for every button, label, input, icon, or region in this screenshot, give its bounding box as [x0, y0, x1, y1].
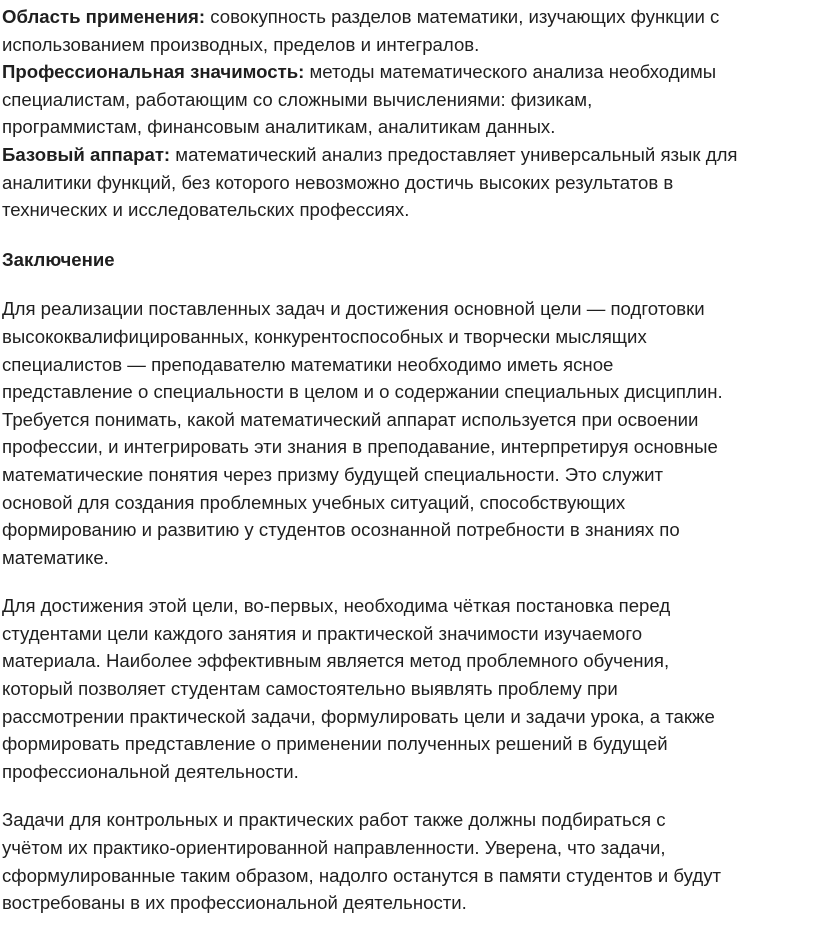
text-line: Задачи для контрольных и практических работ также должны подбираться с	[2, 809, 666, 831]
definitions-block	[2, 3, 816, 224]
conclusion-body	[2, 295, 816, 916]
text-line: профессиональной деятельности.	[2, 760, 299, 782]
text-line: который позволяет студентам самостоятельно выявлять проблему при	[2, 678, 618, 700]
paragraph	[2, 295, 816, 571]
definition-label: Базовый аппарат:	[2, 143, 171, 165]
definition-text: методы математического анализа необходимы	[304, 61, 717, 83]
definition-text: технических и исследовательских профессиях.	[2, 199, 410, 221]
text-line: специалистов — преподавателю математики необходимо иметь ясное	[2, 353, 614, 375]
text-line: формированию и развитию у студентов осознанной потребности в знаниях по	[2, 519, 680, 541]
text-line: Требуется понимать, какой математический аппарат используется при освоении	[2, 408, 699, 430]
definition-text: совокупность разделов математики, изучающих функции с	[205, 6, 720, 27]
text-line: высококвалифицированных, конкурентоспособных и творчески мыслящих	[2, 325, 647, 347]
text-line	[2, 141, 816, 169]
conclusion-heading: Заключение	[2, 248, 115, 270]
text-line: учётом их практико-ориентированной направленности. Уверена, что задачи,	[2, 837, 666, 859]
text-line: студентами цели каждого занятия и практической значимости изучаемого	[2, 622, 643, 644]
text-line: математике.	[2, 546, 109, 568]
text-line: математические понятия через призму будущей специальности. Это служит	[2, 463, 663, 485]
text-line: рассмотрении практической задачи, формулировать цели и задачи урока, а также	[2, 705, 715, 727]
paragraph	[2, 806, 816, 916]
text-line: Для реализации поставленных задач и достижения основной цели — подготовки	[2, 298, 705, 320]
text-line	[2, 31, 816, 59]
definition-text: программистам, финансовым аналитикам, аналитикам данных.	[2, 116, 556, 138]
text-line: Для достижения этой цели, во-первых, необходима чёткая постановка перед	[2, 595, 671, 617]
definition-text: аналитики функций, без которого невозможно достичь высоких результатов в	[2, 171, 674, 193]
definition-text: использованием производных, пределов и интегралов.	[2, 33, 480, 55]
text-line	[2, 3, 816, 31]
definition-label: Область применения:	[2, 6, 206, 27]
text-line	[2, 113, 816, 141]
text-line: формировать представление о применении полученных решений в будущей	[2, 733, 668, 755]
text-line: востребованы в их профессиональной деятельности.	[2, 892, 467, 914]
text-line: основой для создания проблемных учебных ситуаций, способствующих	[2, 491, 626, 513]
text-line: материала. Наиболее эффективным является метод проблемного обучения,	[2, 650, 670, 672]
paragraph	[2, 592, 816, 785]
text-line: представление о специальности в целом и о содержании специальных дисциплин.	[2, 381, 723, 403]
definition-item	[2, 58, 816, 141]
definition-text: математический анализ предоставляет универсальный язык для	[170, 143, 738, 165]
definition-label: Профессиональная значимость:	[2, 61, 305, 83]
text-line	[2, 196, 816, 224]
text-line	[2, 86, 816, 114]
definition-item	[2, 141, 816, 224]
text-line	[2, 169, 816, 197]
text-line: профессии, и интегрировать эти знания в преподавание, интерпретируя основные	[2, 436, 718, 458]
definition-item	[2, 3, 816, 58]
text-line: сформулированные таким образом, надолго останутся в памяти студентов и будут	[2, 864, 722, 886]
text-line	[2, 58, 816, 86]
definition-text: специалистам, работающим со сложными вычислениями: физикам,	[2, 88, 593, 110]
